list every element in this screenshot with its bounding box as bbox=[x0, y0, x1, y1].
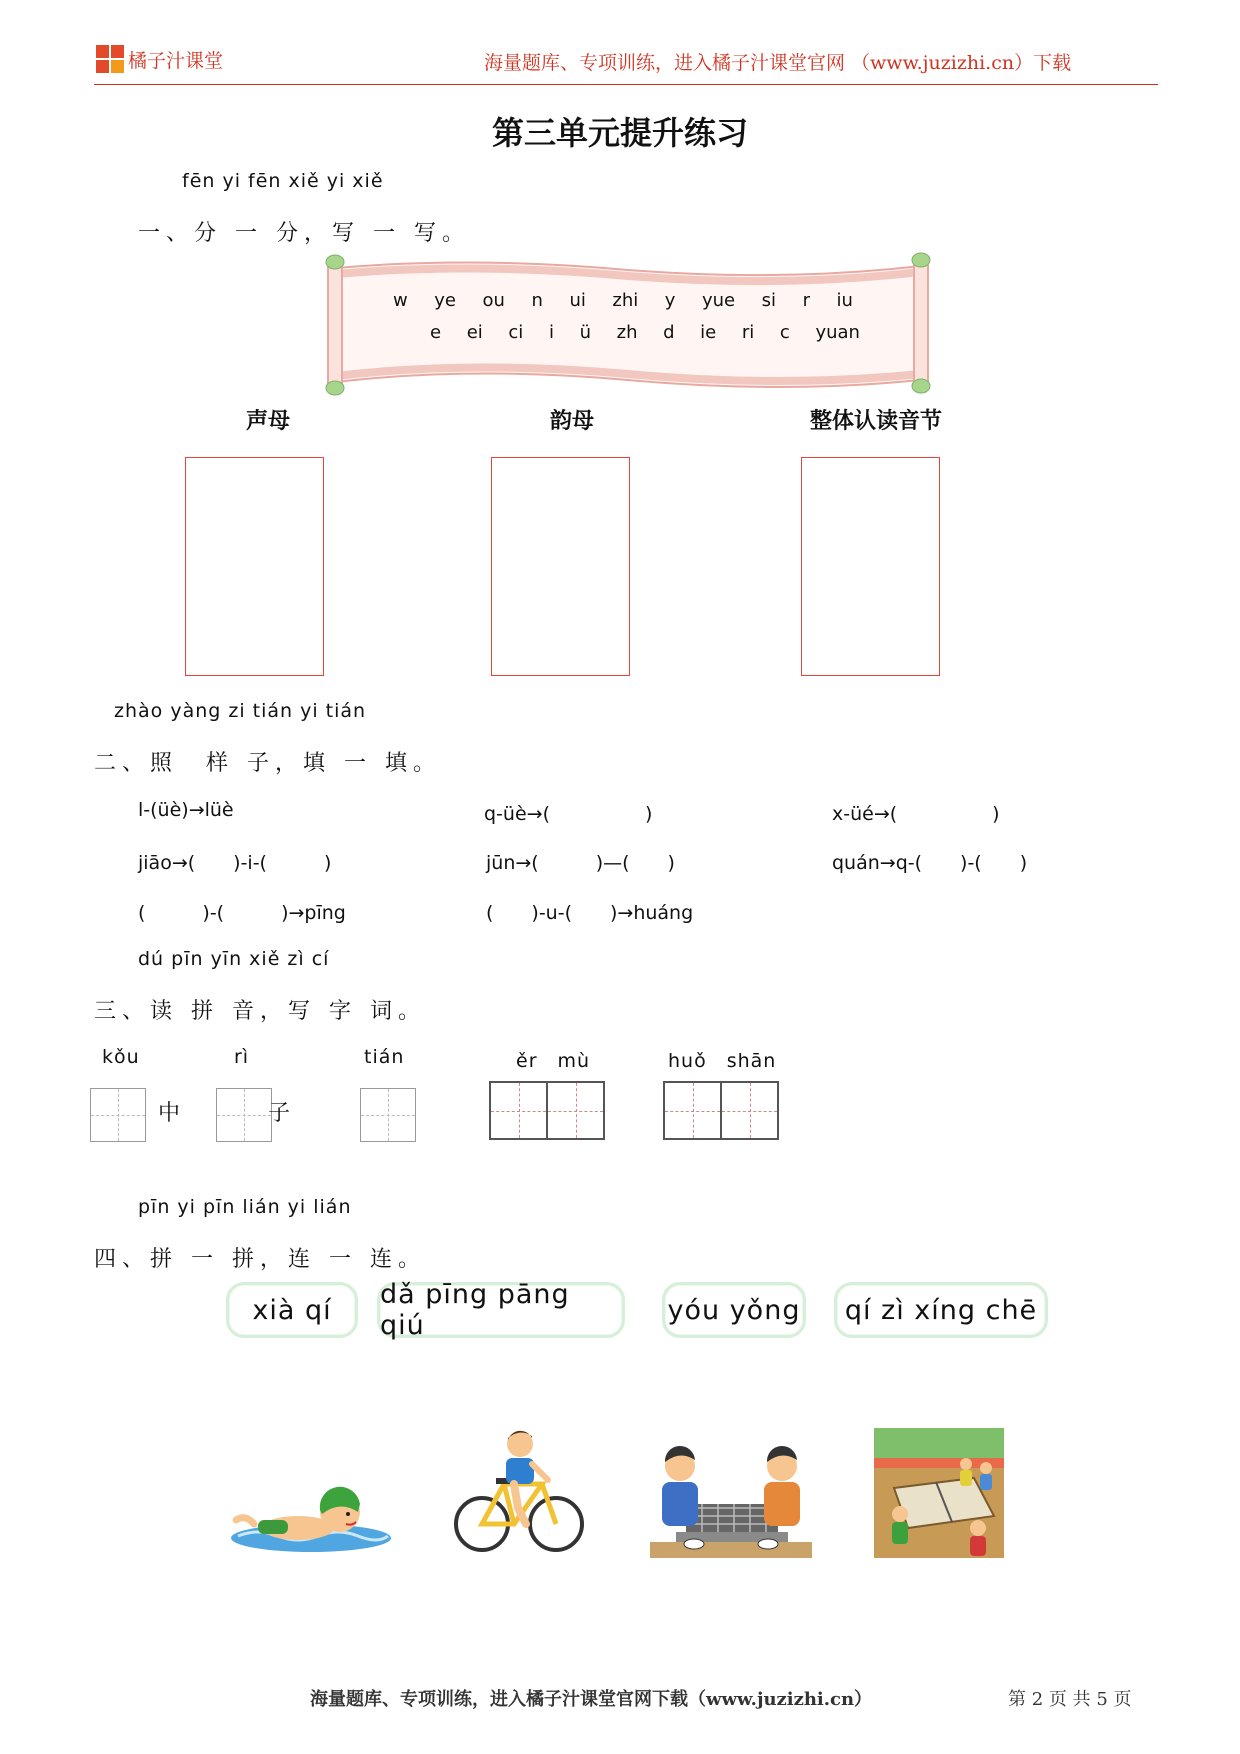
scroll-item: si bbox=[761, 290, 777, 311]
scroll-item: ie bbox=[700, 322, 717, 343]
writing-grid-huo[interactable] bbox=[663, 1081, 722, 1140]
section4-heading: 四、拼 一 拼，连 一 连。 bbox=[94, 1247, 426, 1272]
scroll-item: w bbox=[393, 290, 408, 311]
chess-illustration[interactable] bbox=[650, 1444, 812, 1562]
word-card-pingpang[interactable]: dǎ pīng pāng qiú bbox=[377, 1282, 625, 1338]
scroll-item: yue bbox=[701, 290, 736, 311]
char-zhong: 中 bbox=[158, 1101, 181, 1126]
writing-grid-kou[interactable] bbox=[90, 1088, 146, 1142]
footer-page-number: 第 2 页 共 5 页 bbox=[1008, 1689, 1132, 1710]
header-slogan: 海量题库、专项训练，进入橘子汁课堂官网 （www.juzizhi.cn）下载 bbox=[484, 52, 1072, 74]
label-huoshan: huǒ shān bbox=[668, 1050, 777, 1072]
scroll-item: zhi bbox=[612, 290, 639, 311]
scroll-item: ü bbox=[579, 322, 591, 343]
scroll-item: c bbox=[779, 322, 790, 343]
category-zhengti: 整体认读音节 bbox=[810, 409, 943, 434]
scroll-row1 bbox=[393, 290, 853, 311]
page-title: 第三单元提升练习 bbox=[491, 114, 748, 152]
category-shengmu: 声母 bbox=[246, 409, 291, 434]
fill-item-huang[interactable]: ( )-u-( )→huáng bbox=[486, 902, 694, 924]
writing-grid-shan[interactable] bbox=[720, 1081, 779, 1140]
scroll-item: r bbox=[802, 290, 810, 311]
writing-grid-er[interactable] bbox=[489, 1081, 548, 1140]
logo-text: 橘子汁课堂 bbox=[128, 50, 224, 72]
scroll-item: d bbox=[663, 322, 675, 343]
scroll-item: i bbox=[548, 322, 554, 343]
label-ri: rì bbox=[234, 1046, 250, 1068]
section2-pinyin: zhào yàng zi tián yi tián bbox=[114, 700, 367, 722]
scroll-item: ye bbox=[434, 290, 456, 311]
scroll-item: ei bbox=[466, 322, 483, 343]
header-divider bbox=[94, 84, 1158, 85]
category-yunmu: 韵母 bbox=[550, 409, 595, 434]
label-tian: tián bbox=[364, 1046, 405, 1068]
fill-item-quan[interactable]: quán→q-( )-( ) bbox=[832, 852, 1028, 874]
writing-grid-ri[interactable] bbox=[216, 1088, 272, 1142]
cycling-illustration[interactable] bbox=[452, 1428, 586, 1558]
answer-box-shengmu[interactable] bbox=[185, 457, 324, 676]
section4-pinyin: pīn yi pīn lián yi lián bbox=[138, 1196, 352, 1218]
label-ermu: ěr mù bbox=[516, 1050, 591, 1072]
char-zi: 子 bbox=[268, 1101, 291, 1126]
answer-box-zhengti[interactable] bbox=[801, 457, 940, 676]
fill-item-example: l-(üè)→lüè bbox=[138, 799, 234, 821]
writing-grid-mu[interactable] bbox=[546, 1081, 605, 1140]
scroll-item: e bbox=[430, 322, 442, 343]
fill-item-ping[interactable]: ( )-( )→pīng bbox=[138, 902, 346, 924]
scroll-row2 bbox=[430, 322, 860, 343]
scroll-item: ui bbox=[569, 290, 586, 311]
scroll-item: ou bbox=[482, 290, 505, 311]
swimming-illustration[interactable] bbox=[228, 1470, 394, 1560]
fill-item-jiao[interactable]: jiāo→( )-i-( ) bbox=[138, 852, 332, 874]
section2-heading: 二、照 样 子，填 一 填。 bbox=[94, 751, 441, 776]
fill-item-xue[interactable]: x-üé→( ) bbox=[832, 803, 1000, 825]
scroll-item: ri bbox=[741, 322, 755, 343]
section3-pinyin: dú pīn yīn xiě zì cí bbox=[138, 948, 330, 970]
label-kou: kǒu bbox=[102, 1046, 140, 1068]
word-card-xiaqi[interactable]: xià qí bbox=[226, 1282, 358, 1338]
word-card-zixingche[interactable]: qí zì xíng chē bbox=[834, 1282, 1048, 1338]
scroll-item: y bbox=[664, 290, 676, 311]
pingpong-illustration[interactable] bbox=[874, 1428, 1004, 1558]
section1-pinyin: fēn yi fēn xiě yi xiě bbox=[182, 170, 384, 192]
section3-heading: 三、读 拼 音，写 字 词。 bbox=[94, 999, 426, 1024]
scroll-item: iu bbox=[836, 290, 853, 311]
logo bbox=[96, 45, 124, 73]
footer-text: 海量题库、专项训练，进入橘子汁课堂官网下载（www.juzizhi.cn） bbox=[310, 1689, 873, 1710]
fill-item-jun[interactable]: jūn→( )—( ) bbox=[486, 852, 675, 874]
word-card-youyong[interactable]: yóu yǒng bbox=[662, 1282, 806, 1338]
section1-heading: 一、分 一 分，写 一 写。 bbox=[138, 221, 470, 246]
answer-box-yunmu[interactable] bbox=[491, 457, 630, 676]
writing-grid-tian[interactable] bbox=[360, 1088, 416, 1142]
scroll-item: ci bbox=[508, 322, 524, 343]
fill-item-que[interactable]: q-üè→( ) bbox=[484, 803, 653, 825]
scroll-item: n bbox=[531, 290, 543, 311]
scroll-item: zh bbox=[616, 322, 638, 343]
scroll-item: yuan bbox=[815, 322, 860, 343]
